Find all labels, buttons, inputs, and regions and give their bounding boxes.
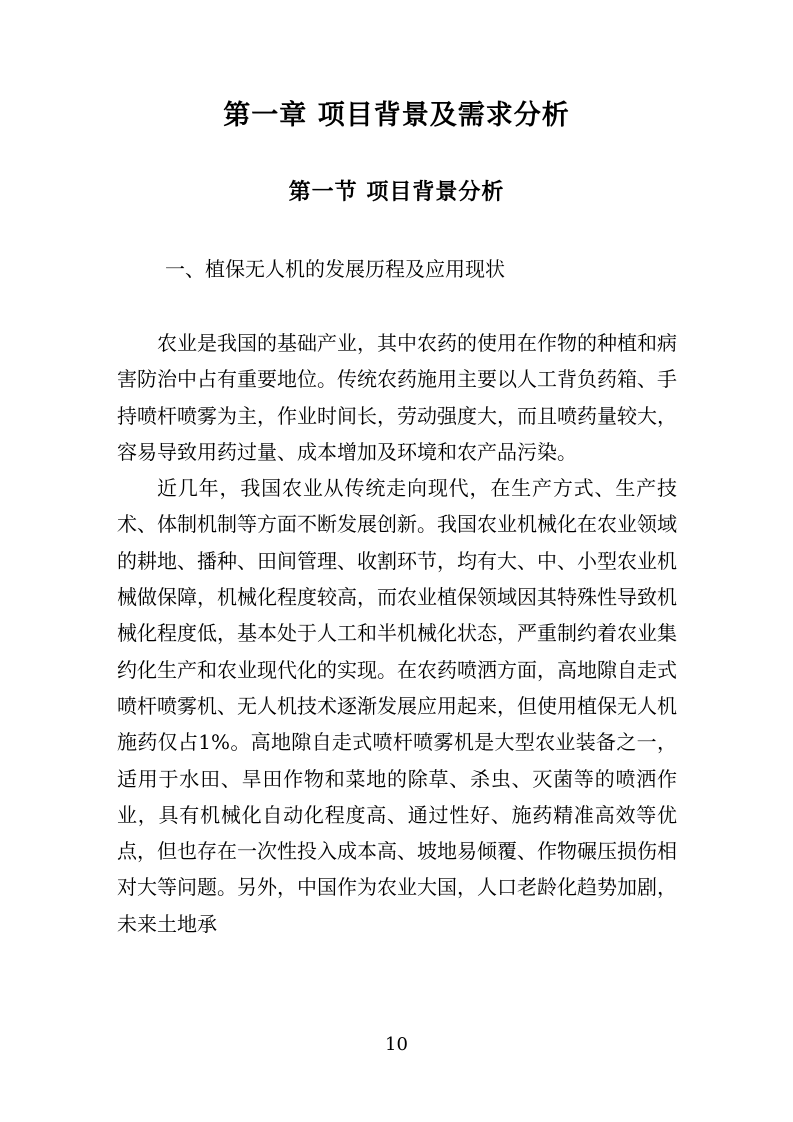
paragraph: 农业是我国的基础产业，其中农药的使用在作物的种植和病害防治中占有重要地位。传统农药施用主要以人工背负药箱、手持喷杆喷雾为主，作业时间长，劳动强度大，而且喷药量较大，容易导致用药过量、成本增加及环境和农产品污染。 bbox=[117, 331, 677, 464]
body-text bbox=[117, 325, 677, 942]
subsection-heading: 一、植保无人机的发展历程及应用现状 bbox=[165, 257, 505, 281]
page-number: 10 bbox=[385, 1034, 408, 1055]
paragraph: 近几年，我国农业从传统走向现代，在生产方式、生产技术、体制机制等方面不断发展创新。我国农业机械化在农业领域的耕地、播种、田间管理、收割环节，均有大、中、小型农业机械做保障，机械化程度较高，而农业植保领域因其特殊性导致机械化程度低，基本处于人工和半机械化状态，严重制约着农业集约化生产和农业现代化的实现。在农药喷洒方面，高地隙自走式喷杆喷雾机、无人机技术逐渐发展应用起来，但使用植保无人机施药仅占1%。高地隙自走式喷杆喷雾机是大型农业装备之一，适用于水田、旱田作物和菜地的除草、杀虫、灭菌等的喷洒作业，具有机械化自动化程度高、通过性好、施药精准高效等优点，但也存在一次性投入成本高、坡地易倾覆、作物碾压损伤相对大等问题。另外，中国作为农业大国，人口老龄化趋势加剧，未来土地承 bbox=[117, 476, 677, 936]
section-title: 第一节 项目背景分析 bbox=[288, 179, 505, 205]
chapter-title: 第一章 项目背景及需求分析 bbox=[223, 100, 570, 131]
